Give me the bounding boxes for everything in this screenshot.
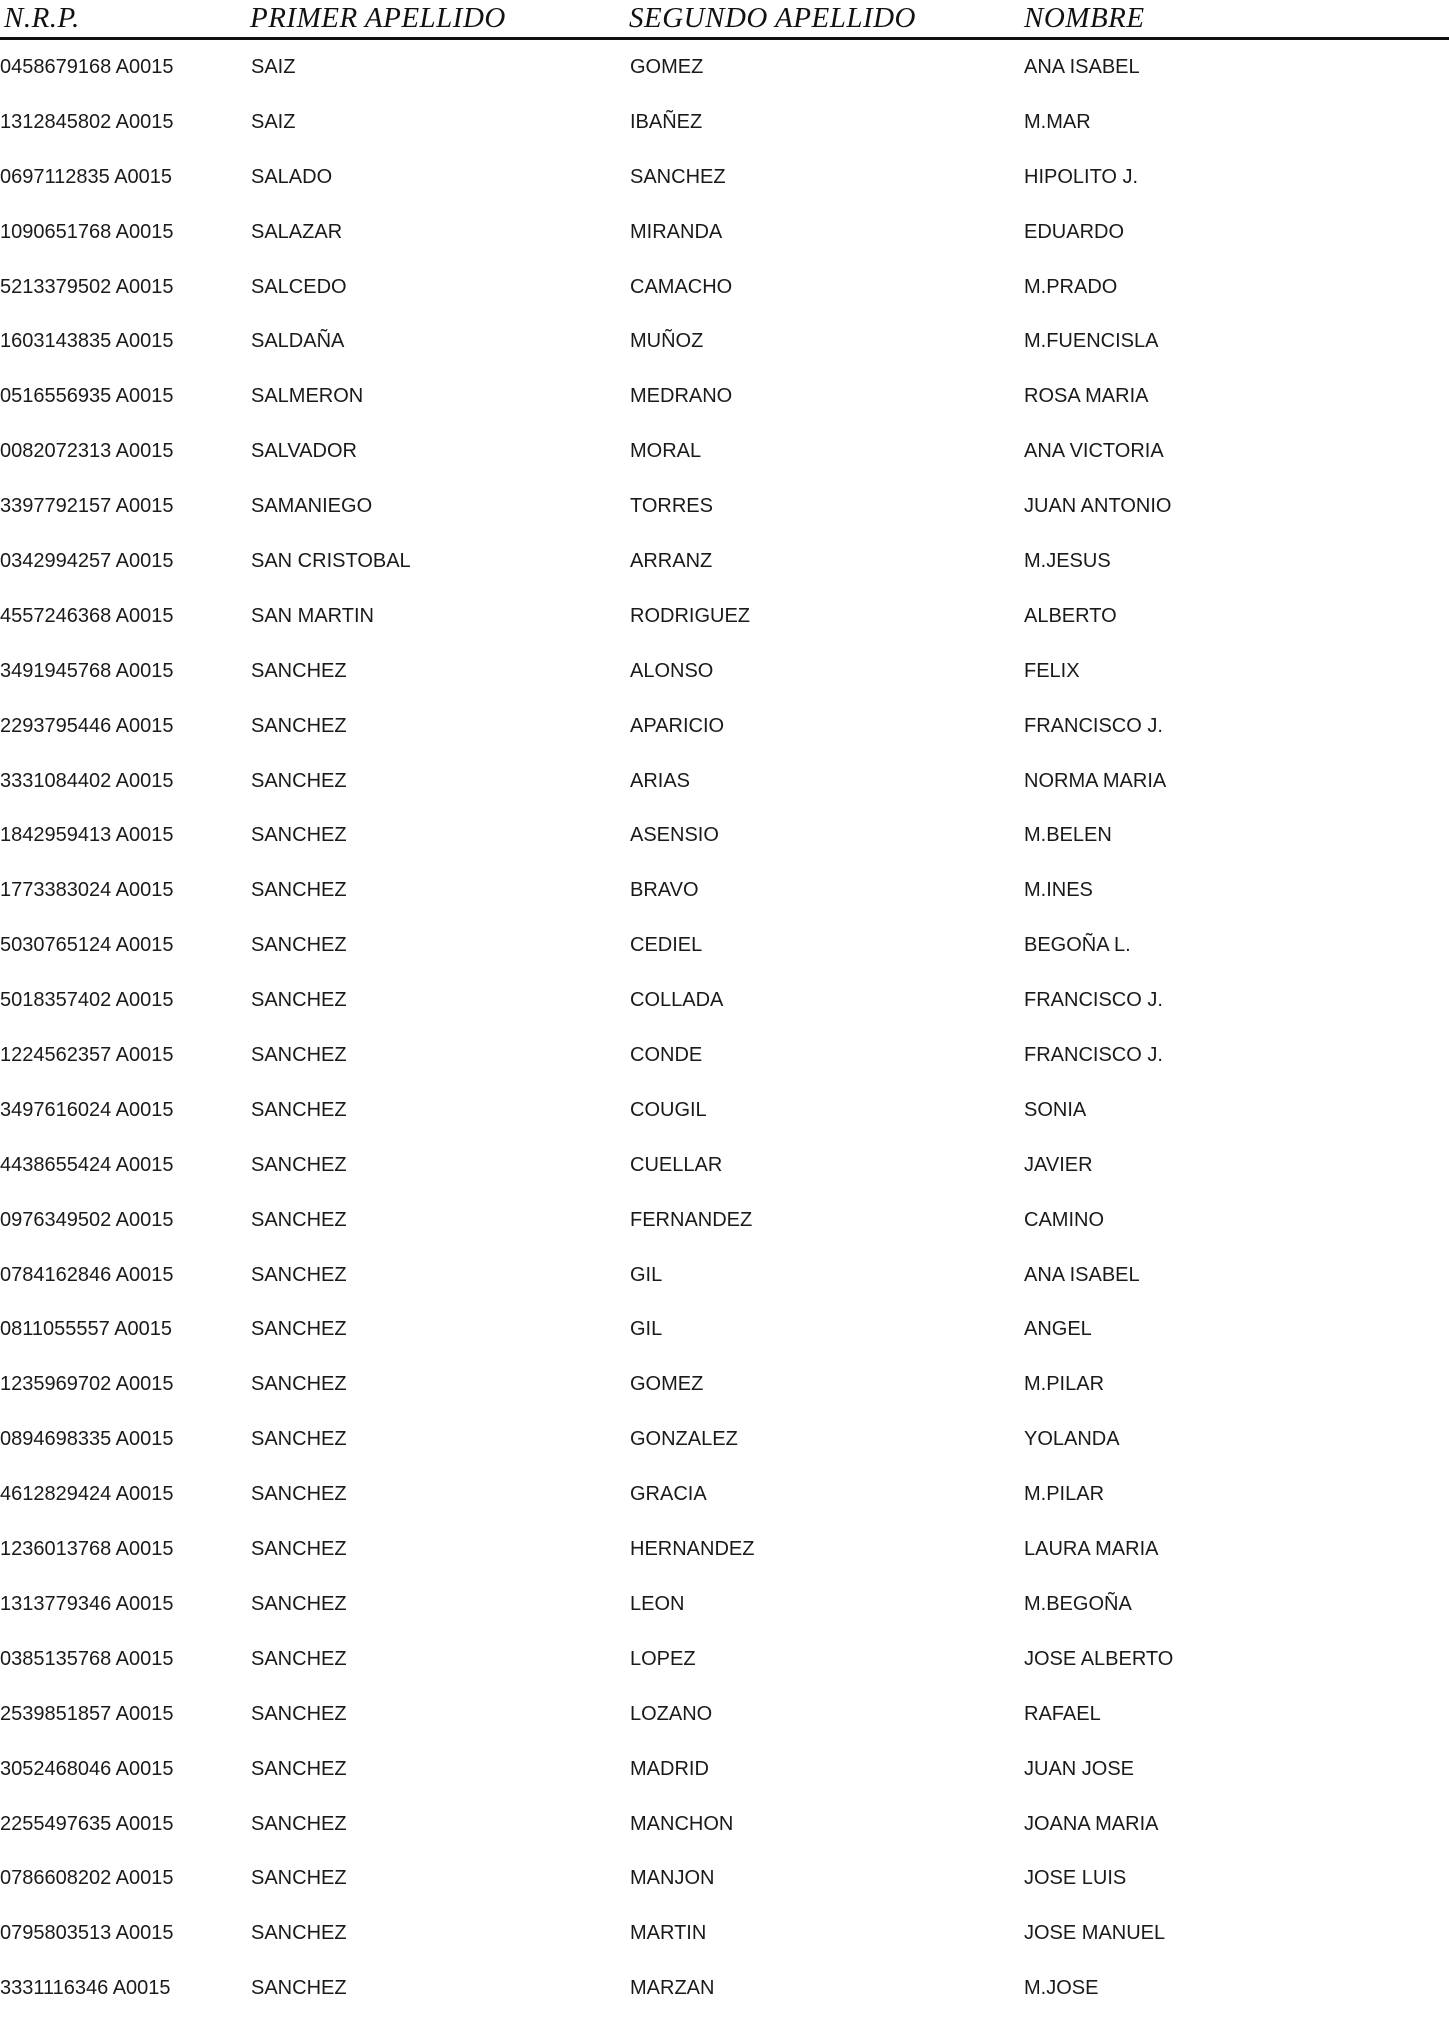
cell-segundo-apellido: MARTIN: [630, 1922, 707, 1945]
cell-primer-apellido: SANCHEZ: [251, 1922, 347, 1945]
cell-primer-apellido: SANCHEZ: [251, 1483, 347, 1506]
cell-segundo-apellido: CEDIEL: [630, 934, 703, 957]
cell-primer-apellido: SALVADOR: [251, 440, 357, 463]
table-row: [0, 1744, 1449, 1799]
cell-segundo-apellido: APARICIO: [630, 714, 725, 737]
cell-nombre: JOANA MARIA: [1024, 1812, 1159, 1835]
cell-segundo-apellido: RODRIGUEZ: [630, 604, 750, 627]
cell-nrp: 1312845802 A0015: [0, 110, 174, 133]
cell-nrp: 4612829424 A0015: [0, 1483, 174, 1506]
cell-primer-apellido: SANCHEZ: [251, 1044, 347, 1067]
cell-segundo-apellido: CAMACHO: [630, 275, 733, 298]
cell-nrp: 0385135768 A0015: [0, 1647, 174, 1670]
cell-nombre: HIPOLITO J.: [1024, 165, 1139, 188]
cell-nombre: RAFAEL: [1024, 1702, 1101, 1725]
table-row: [0, 1579, 1449, 1634]
table-row: [0, 1908, 1449, 1963]
cell-segundo-apellido: LOPEZ: [630, 1647, 696, 1670]
table-row: [0, 1963, 1449, 2018]
table-row: [0, 865, 1449, 920]
cell-primer-apellido: SANCHEZ: [251, 1373, 347, 1396]
header-primer-apellido: PRIMER APELLIDO: [250, 2, 506, 34]
cell-nombre: EDUARDO: [1024, 220, 1125, 243]
table-row: [0, 1030, 1449, 1085]
cell-nrp: 0458679168 A0015: [0, 56, 174, 78]
table-row: [0, 1634, 1449, 1689]
cell-nrp: 4438655424 A0015: [0, 1153, 174, 1176]
table-row: [0, 316, 1449, 371]
cell-nrp: 3331084402 A0015: [0, 769, 174, 792]
cell-nombre: JOSE ALBERTO: [1024, 1647, 1174, 1670]
table-row: [0, 1304, 1449, 1359]
cell-nrp: 0082072313 A0015: [0, 440, 174, 463]
cell-nombre: M.BELEN: [1024, 824, 1112, 847]
cell-nombre: LAURA MARIA: [1024, 1538, 1159, 1561]
cell-segundo-apellido: MEDRANO: [630, 385, 733, 408]
header-nombre: NOMBRE: [1024, 2, 1145, 34]
cell-nombre: SONIA: [1024, 1098, 1087, 1121]
cell-segundo-apellido: MARZAN: [630, 1977, 715, 2000]
table-row: [0, 756, 1449, 811]
cell-primer-apellido: SANCHEZ: [251, 879, 347, 902]
table-row: [0, 1689, 1449, 1744]
cell-nrp: 0784162846 A0015: [0, 1263, 174, 1286]
cell-nombre: M.BEGOÑA: [1024, 1592, 1132, 1615]
cell-nombre: M.PRADO: [1024, 275, 1118, 298]
cell-primer-apellido: SANCHEZ: [251, 1428, 347, 1451]
table-row: [0, 481, 1449, 536]
cell-nrp: 0894698335 A0015: [0, 1428, 174, 1451]
cell-nrp: 5030765124 A0015: [0, 934, 174, 957]
table-row: [0, 646, 1449, 701]
cell-nrp: 1224562357 A0015: [0, 1044, 174, 1067]
cell-primer-apellido: SANCHEZ: [251, 1592, 347, 1615]
cell-primer-apellido: SANCHEZ: [251, 989, 347, 1012]
table-row: [0, 42, 1449, 97]
cell-nrp: 1313779346 A0015: [0, 1592, 174, 1615]
cell-primer-apellido: SALADO: [251, 165, 333, 188]
cell-primer-apellido: SANCHEZ: [251, 1263, 347, 1286]
cell-segundo-apellido: MANCHON: [630, 1812, 734, 1835]
cell-segundo-apellido: FERNANDEZ: [630, 1208, 753, 1231]
cell-nrp: 0976349502 A0015: [0, 1208, 174, 1231]
table-row: [0, 1359, 1449, 1414]
cell-segundo-apellido: MORAL: [630, 440, 702, 463]
cell-primer-apellido: SANCHEZ: [251, 1647, 347, 1670]
cell-primer-apellido: SANCHEZ: [251, 1538, 347, 1561]
table-row: [0, 1799, 1449, 1854]
table-row: [0, 1469, 1449, 1524]
cell-primer-apellido: SANCHEZ: [251, 1977, 347, 2000]
cell-segundo-apellido: GRACIA: [630, 1483, 707, 1506]
cell-nombre: NORMA MARIA: [1024, 769, 1167, 792]
table-row: [0, 152, 1449, 207]
cell-nombre: ALBERTO: [1024, 604, 1117, 627]
cell-nombre: JOSE MANUEL: [1024, 1922, 1166, 1945]
cell-nombre: JUAN JOSE: [1024, 1757, 1135, 1780]
cell-primer-apellido: SANCHEZ: [251, 659, 347, 682]
cell-segundo-apellido: IBAÑEZ: [630, 110, 703, 133]
cell-nombre: BEGOÑA L.: [1024, 934, 1131, 957]
table-row: [0, 1524, 1449, 1579]
table-row: [0, 371, 1449, 426]
cell-nrp: 1603143835 A0015: [0, 330, 174, 353]
cell-segundo-apellido: BRAVO: [630, 879, 699, 902]
cell-nrp: 2255497635 A0015: [0, 1812, 174, 1835]
cell-segundo-apellido: GONZALEZ: [630, 1428, 738, 1451]
cell-nombre: ROSA MARIA: [1024, 385, 1149, 408]
cell-segundo-apellido: ARRANZ: [630, 550, 713, 573]
cell-nrp: 3052468046 A0015: [0, 1757, 174, 1780]
cell-segundo-apellido: HERNANDEZ: [630, 1538, 755, 1561]
cell-segundo-apellido: TORRES: [630, 495, 713, 518]
cell-nombre: ANA ISABEL: [1024, 1263, 1140, 1286]
cell-primer-apellido: SAN MARTIN: [251, 604, 374, 627]
cell-nombre: ANA VICTORIA: [1024, 440, 1164, 463]
cell-primer-apellido: SALAZAR: [251, 220, 343, 243]
table-row: [0, 1195, 1449, 1250]
cell-nrp: 2293795446 A0015: [0, 714, 174, 737]
cell-segundo-apellido: COLLADA: [630, 989, 724, 1012]
cell-nombre: M.PILAR: [1024, 1373, 1105, 1396]
cell-primer-apellido: SALCEDO: [251, 275, 347, 298]
cell-primer-apellido: SALDAÑA: [251, 330, 345, 353]
table-row: [0, 1085, 1449, 1140]
cell-primer-apellido: SAIZ: [251, 56, 296, 78]
cell-primer-apellido: SANCHEZ: [251, 1757, 347, 1780]
cell-nombre: M.PILAR: [1024, 1483, 1105, 1506]
cell-nombre: FRANCISCO J.: [1024, 1044, 1163, 1067]
table-row: [0, 975, 1449, 1030]
cell-primer-apellido: SAN CRISTOBAL: [251, 550, 411, 573]
cell-segundo-apellido: GIL: [630, 1263, 663, 1286]
cell-nrp: 3497616024 A0015: [0, 1098, 174, 1121]
cell-nrp: 1235969702 A0015: [0, 1373, 174, 1396]
cell-nombre: FRANCISCO J.: [1024, 714, 1163, 737]
cell-nombre: FELIX: [1024, 659, 1080, 682]
cell-primer-apellido: SAIZ: [251, 110, 296, 133]
cell-segundo-apellido: GIL: [630, 1318, 663, 1341]
cell-nrp: 3331116346 A0015: [0, 1977, 171, 2000]
cell-nrp: 0342994257 A0015: [0, 550, 174, 573]
cell-primer-apellido: SANCHEZ: [251, 824, 347, 847]
cell-nombre: CAMINO: [1024, 1208, 1104, 1231]
cell-primer-apellido: SANCHEZ: [251, 1867, 347, 1890]
header-rule: [0, 37, 1449, 40]
table-row: [0, 262, 1449, 317]
header-segundo-apellido: SEGUNDO APELLIDO: [629, 2, 916, 34]
cell-nrp: 5213379502 A0015: [0, 275, 174, 298]
cell-nrp: 0795803513 A0015: [0, 1922, 174, 1945]
cell-nrp: 4557246368 A0015: [0, 604, 174, 627]
table-row: [0, 1414, 1449, 1469]
table-row: [0, 426, 1449, 481]
cell-nrp: 1236013768 A0015: [0, 1538, 174, 1561]
header-nrp: N.R.P.: [4, 2, 80, 34]
cell-segundo-apellido: LOZANO: [630, 1702, 713, 1725]
cell-segundo-apellido: MIRANDA: [630, 220, 723, 243]
cell-segundo-apellido: ASENSIO: [630, 824, 719, 847]
cell-segundo-apellido: MUÑOZ: [630, 330, 704, 353]
cell-primer-apellido: SANCHEZ: [251, 1812, 347, 1835]
cell-segundo-apellido: MANJON: [630, 1867, 715, 1890]
table-body: [0, 42, 1449, 2018]
cell-segundo-apellido: ALONSO: [630, 659, 714, 682]
table-row: [0, 536, 1449, 591]
cell-nrp: 2539851857 A0015: [0, 1702, 174, 1725]
cell-segundo-apellido: GOMEZ: [630, 1373, 704, 1396]
cell-nombre: M.JOSE: [1024, 1977, 1099, 2000]
cell-nombre: M.FUENCISLA: [1024, 330, 1159, 353]
table-row: [0, 591, 1449, 646]
cell-primer-apellido: SANCHEZ: [251, 769, 347, 792]
cell-nrp: 3397792157 A0015: [0, 495, 174, 518]
cell-primer-apellido: SANCHEZ: [251, 1702, 347, 1725]
cell-nombre: M.MAR: [1024, 110, 1091, 133]
cell-primer-apellido: SANCHEZ: [251, 1208, 347, 1231]
cell-segundo-apellido: SANCHEZ: [630, 165, 726, 188]
cell-primer-apellido: SANCHEZ: [251, 934, 347, 957]
cell-nombre: M.JESUS: [1024, 550, 1111, 573]
cell-segundo-apellido: GOMEZ: [630, 56, 704, 78]
cell-primer-apellido: SANCHEZ: [251, 714, 347, 737]
table-row: [0, 810, 1449, 865]
cell-primer-apellido: SANCHEZ: [251, 1153, 347, 1176]
cell-segundo-apellido: LEON: [630, 1592, 685, 1615]
table-row: [0, 1250, 1449, 1305]
cell-nrp: 1773383024 A0015: [0, 879, 174, 902]
table-row: [0, 1140, 1449, 1195]
cell-primer-apellido: SAMANIEGO: [251, 495, 373, 518]
cell-nrp: 0811055557 A0015: [0, 1318, 173, 1341]
cell-nrp: 0516556935 A0015: [0, 385, 174, 408]
cell-nombre: JOSE LUIS: [1024, 1867, 1127, 1890]
cell-segundo-apellido: COUGIL: [630, 1098, 707, 1121]
cell-primer-apellido: SALMERON: [251, 385, 364, 408]
table-row: [0, 207, 1449, 262]
cell-nrp: 3491945768 A0015: [0, 659, 174, 682]
table-header: [0, 0, 1449, 36]
cell-nombre: YOLANDA: [1024, 1428, 1120, 1451]
table-row: [0, 701, 1449, 756]
cell-primer-apellido: SANCHEZ: [251, 1098, 347, 1121]
cell-nombre: JAVIER: [1024, 1153, 1093, 1176]
cell-nrp: 1090651768 A0015: [0, 220, 174, 243]
cell-nombre: ANGEL: [1024, 1318, 1092, 1341]
cell-nrp: 1842959413 A0015: [0, 824, 174, 847]
cell-nrp: 0697112835 A0015: [0, 165, 173, 188]
cell-segundo-apellido: CONDE: [630, 1044, 703, 1067]
cell-nombre: ANA ISABEL: [1024, 56, 1140, 78]
table-row: [0, 97, 1449, 152]
cell-nombre: JUAN ANTONIO: [1024, 495, 1172, 518]
cell-nombre: M.INES: [1024, 879, 1093, 902]
cell-segundo-apellido: ARIAS: [630, 769, 691, 792]
cell-segundo-apellido: CUELLAR: [630, 1153, 723, 1176]
cell-primer-apellido: SANCHEZ: [251, 1318, 347, 1341]
table-row: [0, 1853, 1449, 1908]
table-row: [0, 920, 1449, 975]
cell-nrp: 5018357402 A0015: [0, 989, 174, 1012]
cell-segundo-apellido: MADRID: [630, 1757, 709, 1780]
cell-nrp: 0786608202 A0015: [0, 1867, 174, 1890]
cell-nombre: FRANCISCO J.: [1024, 989, 1163, 1012]
